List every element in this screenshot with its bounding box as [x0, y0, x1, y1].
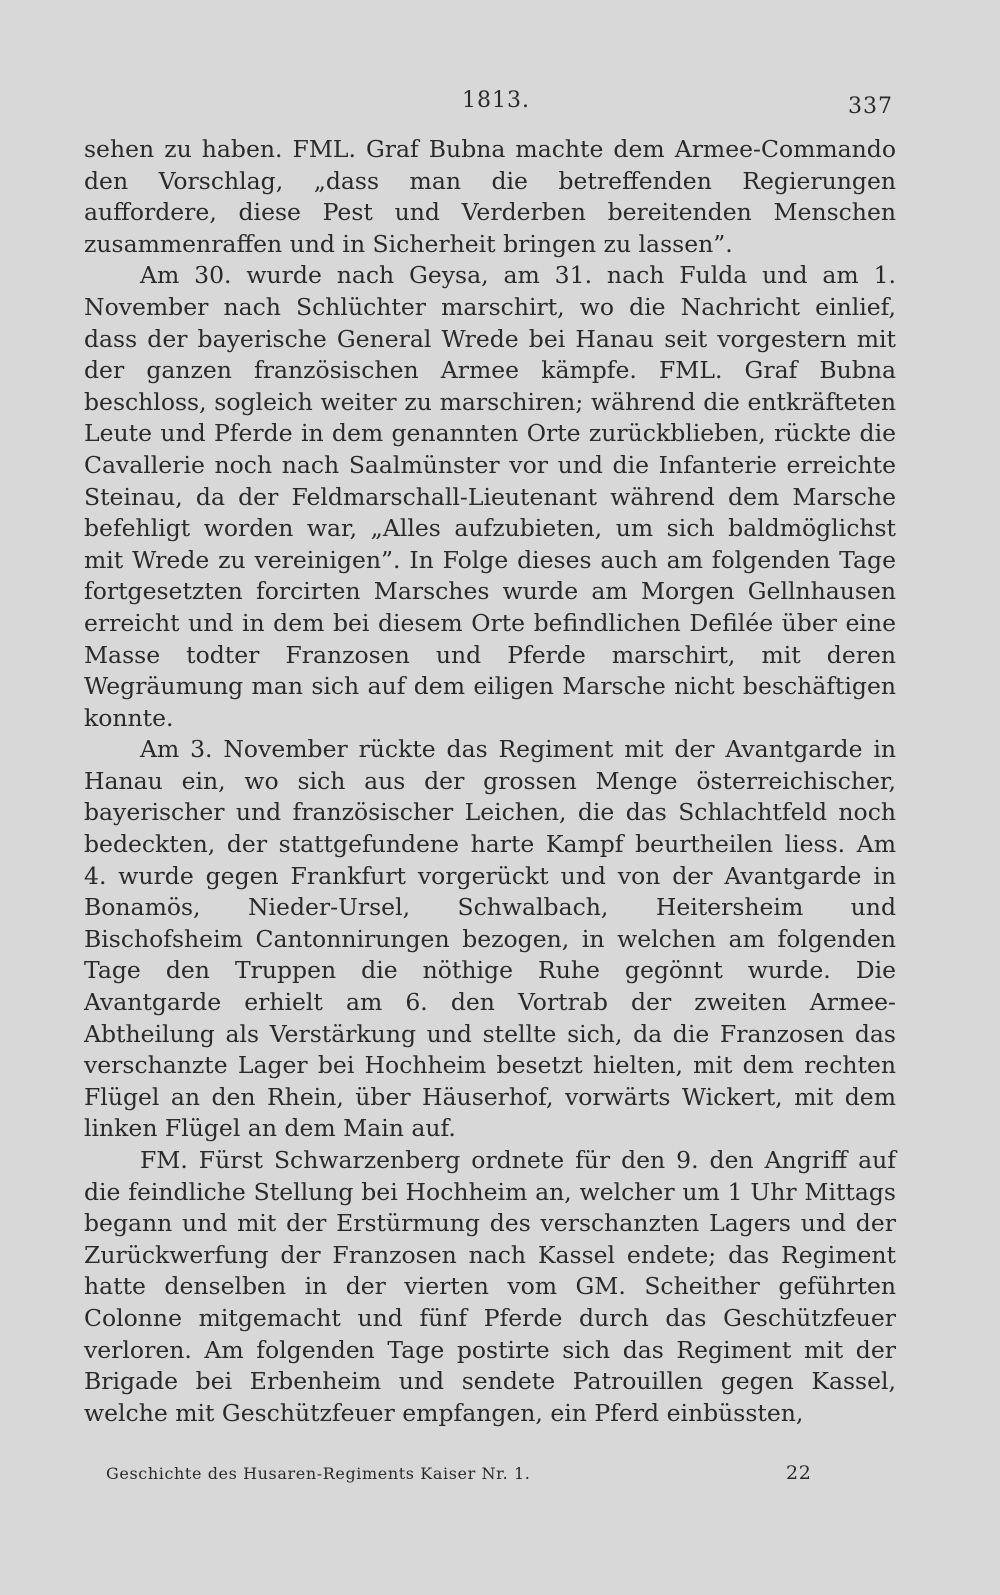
page-number: 337: [848, 94, 893, 119]
paragraph-1: sehen zu haben. FML. Graf Bubna machte dem Armee-Commando den Vorschlag, „dass man die betreffenden Regierungen auffordere, diese Pest und Verderben bereitenden Menschen zusammenraffen und in Sicherheit bringen zu lassen”.: [84, 135, 896, 258]
paragraph-3: Am 3. November rückte das Regiment mit der Avantgarde in Hanau ein, wo sich aus der grossen Menge österreichischer, bayerischer und französischer Leichen, die das Schlachtfeld noch bedeckten, der stattgefundene harte Kampf beurtheilen liess. Am 4. wurde gegen Frankfurt vorgerückt und von der Avantgarde in Bonamös, Nieder-Ursel, Schwalbach, Heitersheim und Bischofsheim Cantonnirungen bezogen, in welchen am folgenden Tage den Truppen die nöthige Ruhe gegönnt wurde. Die Avantgarde erhielt am 6. den Vortrab der zweiten Armee-Abtheilung als Verstärkung und stellte sich, da die Franzosen das verschanzte Lager bei Hochheim besetzt hielten, mit dem rechten Flügel an den Rhein, über Häuserhof, vorwärts Wickert, mit dem linken Flügel an dem Main auf.: [84, 735, 896, 1143]
header-year: 1813.: [462, 88, 530, 113]
signature-mark: 22: [786, 1462, 812, 1484]
footer: [106, 1462, 866, 1490]
paragraph-4: FM. Fürst Schwarzenberg ordnete für den 9. den Angriff auf die feindliche Stellung bei Hochheim an, welcher um 1 Uhr Mittags begann und mit der Erstürmung des verschanzten Lagers und der Zurückwerfung der Franzosen nach Kassel endete; das Regiment hatte denselben in der vierten vom GM. Scheither geführten Colonne mitgemacht und fünf Pferde durch das Geschützfeuer verloren. Am folgenden Tage postirte sich das Regiment mit der Brigade bei Erbenheim und sendete Patrouillen gegen Kassel, welche mit Geschützfeuer empfangen, ein Pferd einbüssten,: [84, 1146, 896, 1427]
footer-title: Geschichte des Husaren-Regiments Kaiser Nr. 1.: [106, 1464, 531, 1483]
paragraph-2: Am 30. wurde nach Geysa, am 31. nach Fulda und am 1. November nach Schlüchter marschirt, wo die Nachricht einlief, dass der bayerische General Wrede bei Hanau seit vorgestern mit der ganzen französischen Armee kämpfe. FML. Graf Bubna beschloss, sogleich weiter zu marschiren; während die entkräfteten Leute und Pferde in dem genannten Orte zurückblieben, rückte die Cavallerie noch nach Saalmünster vor und die Infanterie erreichte Steinau, da der Feldmarschall-Lieutenant während dem Marsche befehligt worden war, „Alles aufzubieten, um sich baldmöglichst mit Wrede zu vereinigen”. In Folge dieses auch am folgenden Tage fortgesetzten forcirten Marsches wurde am Morgen Gellnhausen erreicht und in dem bei diesem Orte befindlichen Defilée über eine Masse todter Franzosen und Pferde marschirt, mit deren Wegräumung man sich auf dem eiligen Marsche nicht beschäftigen konnte.: [84, 261, 896, 732]
running-head: [0, 88, 1000, 124]
body-text: [84, 134, 896, 1429]
